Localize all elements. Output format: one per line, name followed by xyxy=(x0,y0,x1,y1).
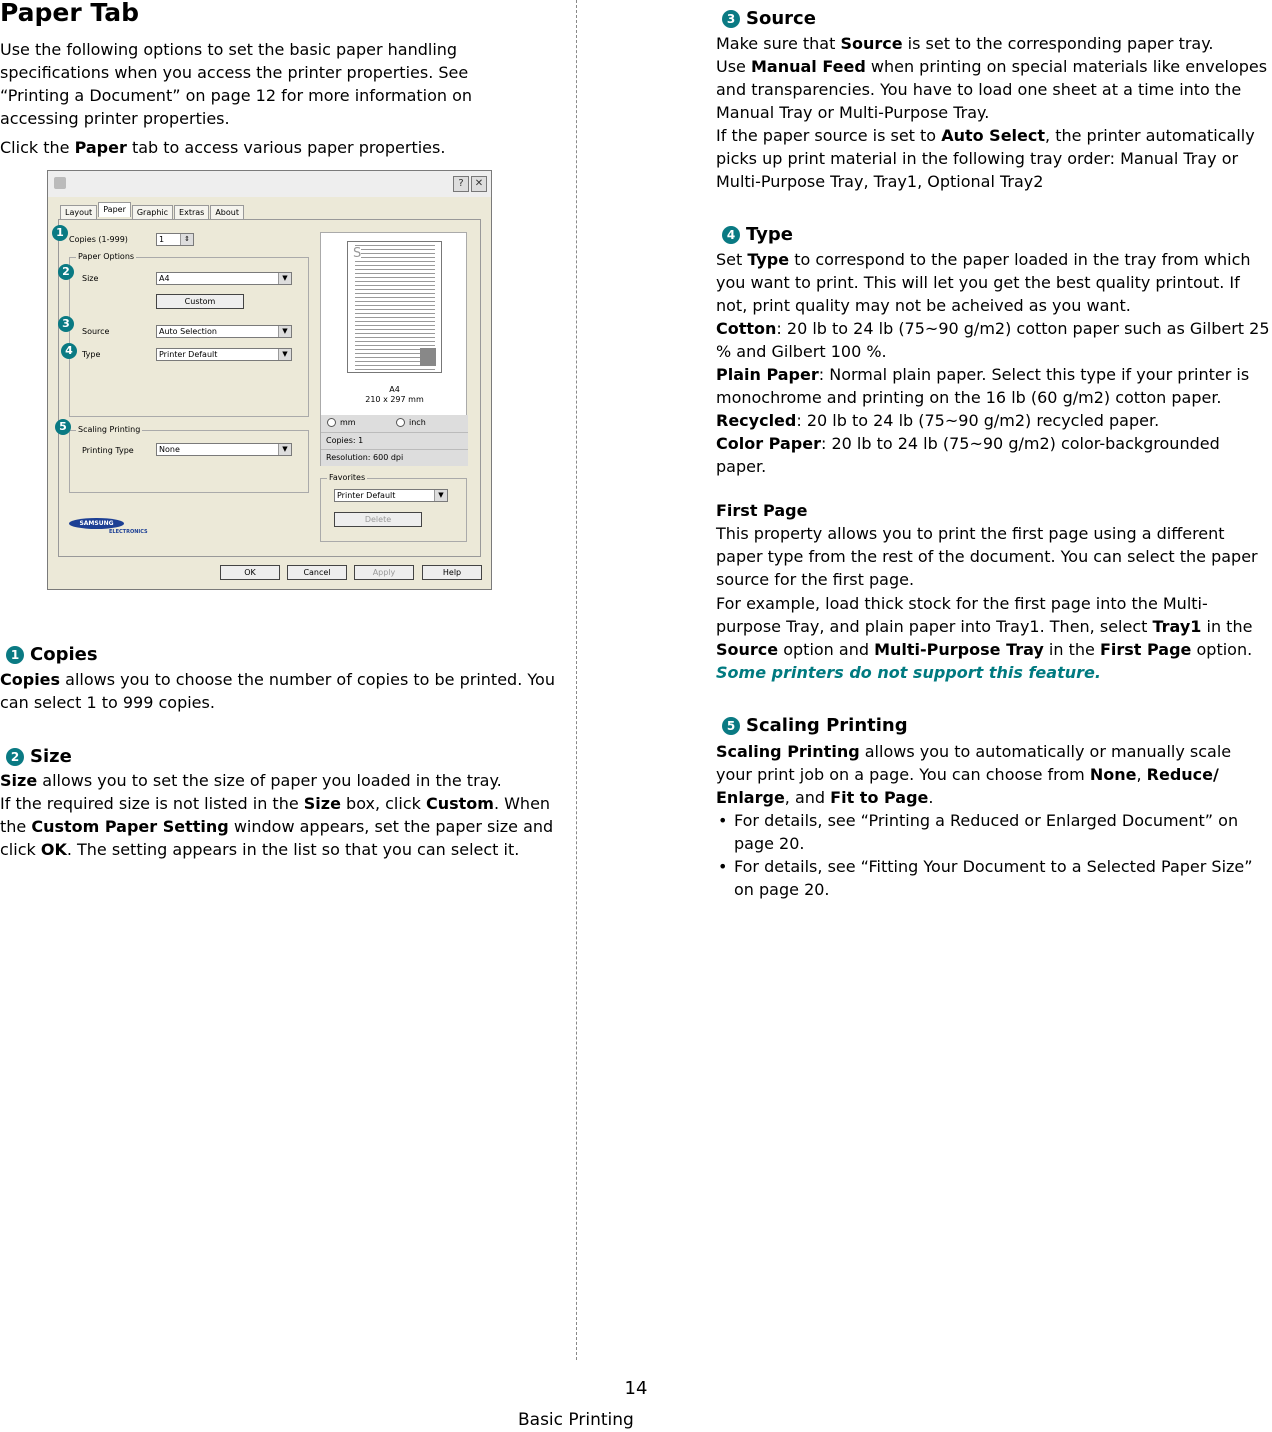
logo-samsung-text: SAMSUNG xyxy=(69,518,124,529)
size-heading xyxy=(6,747,72,767)
tab-layout[interactable]: Layout xyxy=(60,205,97,219)
copies-heading-text: Copies xyxy=(30,644,98,665)
size-paragraph-2: If the required size is not listed in the Size box, click Custom. When the Custom Paper Setting window appears, set the paper size and click OK. The setting appears in the list so that you can select it. xyxy=(0,794,554,859)
resolution-info: Resolution: 600 dpi xyxy=(321,449,468,466)
type-heading-text: Type xyxy=(746,224,793,245)
help-title-button[interactable]: ? xyxy=(453,176,469,192)
type-paragraph: Set Type to correspond to the paper loaded in the tray from which you want to print. This will let you get the best quality printout. If not, print quality may not be acheived as you want. xyxy=(716,250,1251,315)
custom-button[interactable]: Custom xyxy=(156,294,244,309)
copies-label: Copies (1-999) xyxy=(69,235,128,244)
paper-preview xyxy=(347,241,442,373)
size-paragraph-1: Size allows you to set the size of paper you loaded in the tray. xyxy=(0,771,502,790)
unit-mm-label: mm xyxy=(340,418,356,427)
source-value: Auto Selection xyxy=(159,327,217,336)
radio-inch-icon[interactable] xyxy=(396,418,405,427)
source-heading-text: Source xyxy=(746,8,816,29)
preview-block xyxy=(420,348,436,366)
printer-icon xyxy=(54,177,66,189)
copies-spinner[interactable] xyxy=(156,233,194,246)
copies-badge: 1 xyxy=(6,646,24,664)
preview-dims: 210 x 297 mm xyxy=(365,395,424,404)
printing-type-select[interactable] xyxy=(156,443,292,456)
scaling-heading-text: Scaling Printing xyxy=(746,715,908,736)
radio-mm-icon[interactable] xyxy=(327,418,336,427)
type-value: Printer Default xyxy=(159,350,218,359)
paper-options-group xyxy=(69,252,309,417)
type-cotton: Cotton: 20 lb to 24 lb (75~90 g/m2) cotton paper such as Gilbert 25 % and Gilbert 100 %. xyxy=(716,319,1270,361)
chevron-down-icon: ▼ xyxy=(434,490,447,501)
favorites-group xyxy=(320,473,467,542)
bullet-icon: • xyxy=(718,811,728,830)
scaling-printing-title: Scaling Printing xyxy=(78,425,141,434)
ok-button[interactable]: OK xyxy=(220,565,280,580)
printing-type-value: None xyxy=(159,445,180,454)
source-paragraph-3: If the paper source is set to Auto Select, the printer automatically picks up print material in the following tray order: Manual Tray or Multi-Purpose Tray, Tray1, Optional Tray2 xyxy=(716,126,1255,191)
bullet-icon: • xyxy=(718,857,728,876)
samsung-logo xyxy=(69,518,148,540)
callout-4: 4 xyxy=(61,343,77,359)
favorites-select[interactable] xyxy=(334,489,448,502)
copies-info: Copies: 1 xyxy=(321,432,468,449)
click-instruction: Click the Paper tab to access various paper properties. xyxy=(0,138,446,157)
chevron-down-icon: ▼ xyxy=(278,444,291,455)
column-divider xyxy=(576,0,577,1360)
preview-panel xyxy=(320,232,467,466)
page-title: Paper Tab xyxy=(0,0,140,27)
source-label: Source xyxy=(82,327,110,336)
printer-properties-dialog xyxy=(47,170,492,590)
callout-1: 1 xyxy=(52,225,68,241)
size-label: Size xyxy=(82,274,99,283)
scaling-printing-group xyxy=(69,425,309,493)
copies-paragraph: Copies allows you to choose the number of copies to be printed. You can select 1 to 999 copies. xyxy=(0,670,555,712)
preview-size: A4 xyxy=(389,385,400,394)
tab-about[interactable]: About xyxy=(210,205,244,219)
source-badge: 3 xyxy=(722,10,740,28)
first-page-paragraph-2: For example, load thick stock for the first page into the Multi-purpose Tray, and plain paper into Tray1. Then, select Tray1 in the Source option and Multi-Purpose Tray in the First Page option. Some printers do not support this feature. xyxy=(716,594,1253,682)
type-plain: Plain Paper: Normal plain paper. Select this type if your printer is monochrome and printing on the 16 lb (60 g/m2) cotton paper. xyxy=(716,365,1250,407)
source-select[interactable] xyxy=(156,325,292,338)
scaling-paragraph: Scaling Printing allows you to automatically or manually scale your print job on a page. You can choose from None, Reduce/ Enlarge, and Fit to Page. xyxy=(716,742,1232,807)
callout-3: 3 xyxy=(58,316,74,332)
close-title-button[interactable]: ✕ xyxy=(471,176,487,192)
size-heading-text: Size xyxy=(30,746,72,767)
copies-value: 1 xyxy=(159,235,165,244)
tab-graphic[interactable]: Graphic xyxy=(132,205,173,219)
scaling-heading xyxy=(722,716,908,736)
delete-button[interactable]: Delete xyxy=(334,512,422,527)
type-badge: 4 xyxy=(722,226,740,244)
copies-heading xyxy=(6,645,98,665)
dialog-titlebar xyxy=(48,171,491,197)
chevron-down-icon: ▼ xyxy=(278,349,291,360)
size-badge: 2 xyxy=(6,748,24,766)
logo-electronics-text: ELECTRONICS xyxy=(109,529,148,535)
page-number: 14 xyxy=(624,1378,648,1399)
preview-letter: S xyxy=(353,246,362,261)
tab-extras[interactable]: Extras xyxy=(174,205,209,219)
scaling-bullet-1: • For details, see “Printing a Reduced or Enlarged Document” on page 20. xyxy=(718,811,1239,853)
paper-options-title: Paper Options xyxy=(78,252,135,261)
source-paragraph-2: Use Manual Feed when printing on special materials like envelopes and transparencies. You have to load one sheet at a time into the Manual Tray or Multi-Purpose Tray. xyxy=(716,57,1268,122)
paper-tab-panel xyxy=(58,219,481,557)
type-recycled: Recycled: 20 lb to 24 lb (75~90 g/m2) recycled paper. xyxy=(716,411,1160,430)
source-heading xyxy=(722,9,816,29)
size-value: A4 xyxy=(159,274,170,283)
spinner-arrows-icon[interactable]: ⇕ xyxy=(180,234,193,245)
printing-type-label: Printing Type xyxy=(82,446,134,455)
type-heading xyxy=(722,225,793,245)
favorites-title: Favorites xyxy=(329,473,366,482)
help-button[interactable]: Help xyxy=(422,565,482,580)
footer-section: Basic Printing xyxy=(518,1410,634,1430)
first-page-heading: First Page xyxy=(716,501,808,520)
intro-paragraph: Use the following options to set the basic paper handling specifications when you access the printer properties. See “Printing a Document” on page 12 for more information on accessing printer properties. xyxy=(0,40,473,128)
first-page-paragraph-1: This property allows you to print the first page using a different paper type from the rest of the document. You can select the paper source for the first page. xyxy=(716,524,1258,589)
callout-5: 5 xyxy=(55,419,71,435)
unit-row xyxy=(321,415,468,432)
scaling-bullet-2: • For details, see “Fitting Your Document to a Selected Paper Size” on page 20. xyxy=(718,857,1253,899)
chevron-down-icon: ▼ xyxy=(278,273,291,284)
callout-2: 2 xyxy=(58,264,74,280)
type-label: Type xyxy=(82,350,101,359)
source-paragraph-1: Make sure that Source is set to the corresponding paper tray. xyxy=(716,34,1214,53)
scaling-badge: 5 xyxy=(722,717,740,735)
apply-button[interactable]: Apply xyxy=(354,565,414,580)
favorites-value: Printer Default xyxy=(337,491,396,500)
type-color: Color Paper: 20 lb to 24 lb (75~90 g/m2) color-backgrounded paper. xyxy=(716,434,1220,476)
size-select[interactable] xyxy=(156,272,292,285)
chevron-down-icon: ▼ xyxy=(278,326,291,337)
cancel-button[interactable]: Cancel xyxy=(287,565,347,580)
unsupported-note: Some printers do not support this feature. xyxy=(716,663,1101,682)
type-select[interactable] xyxy=(156,348,292,361)
tab-paper[interactable]: Paper xyxy=(98,202,131,217)
dialog-tabs xyxy=(60,205,245,219)
unit-inch-label: inch xyxy=(409,418,426,427)
